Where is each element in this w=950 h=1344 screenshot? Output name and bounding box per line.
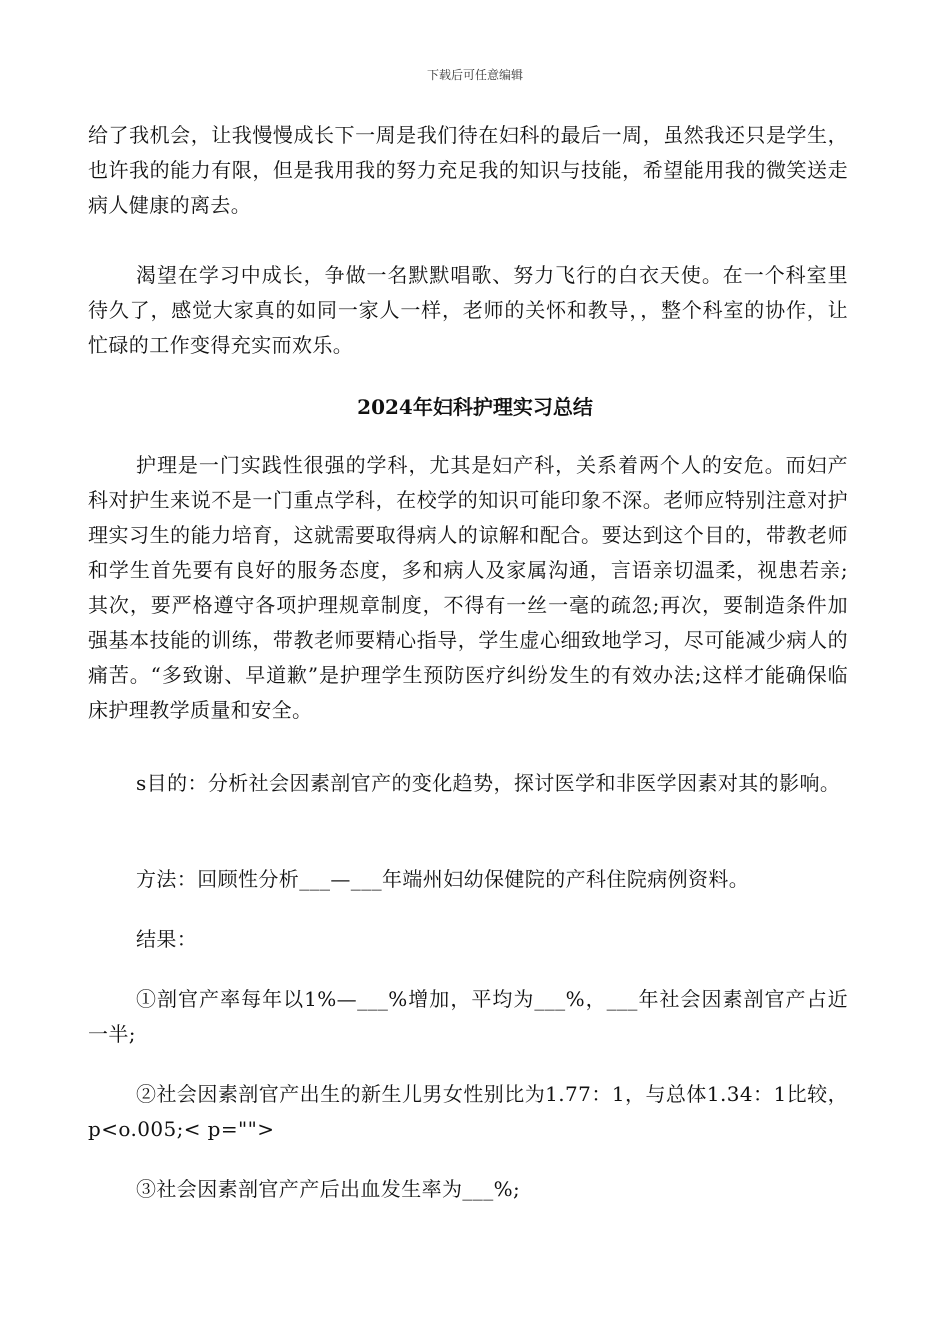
paragraph-5: 方法：回顾性分析___—___年端州妇幼保健院的产科住院病例资料。 xyxy=(136,867,750,891)
paragraph-9: ③社会因素剖官产产后出血发生率为___%; xyxy=(136,1177,521,1201)
paragraph-2: 渴望在学习中成长，争做一名默默唱歌、努力飞行的白衣天使。在一个科室里待久了，感觉大家真的如同一家人一样，老师的关怀和教导，，整个科室的协作，让忙碌的工作变得充实而欢乐。 xyxy=(88,263,848,357)
paragraph-6: 结果： xyxy=(136,927,198,951)
section-title: 2024年妇科护理实习总结 xyxy=(357,395,593,419)
paragraph-4: s目的：分析社会因素剖官产的变化趋势，探讨医学和非医学因素对其的影响。 xyxy=(136,771,841,795)
paragraph-3: 护理是一门实践性很强的学科，尤其是妇产科，关系着两个人的安危。而妇产科对护生来说不是一门重点学科，在校学的知识可能印象不深。老师应特别注意对护理实习生的能力培育，这就需要取得病人的谅解和配合。要达到这个目的，带教老师和学生首先要有良好的服务态度，多和病人及家属沟通，言语亲切温柔，视患若亲;其次，要严格遵守各项护理规章制度，不得有一丝一毫的疏忽;再次，要制造条件加强基本技能的训练，带教老师要精心指导，学生虚心细致地学习，尽可能减少病人的痛苦。“多致谢、早道歉”是护理学生预防医疗纠纷发生的有效办法;这样才能确保临床护理教学质量和安全。 xyxy=(88,453,848,722)
page-header: 下载后可任意编辑 xyxy=(426,68,523,82)
paragraph-8: ②社会因素剖官产出生的新生儿男女性别比为1.77：1，与总体1.34：1比较，p<o.005;< p=""> xyxy=(88,1082,848,1141)
paragraph-1: 给了我机会，让我慢慢成长下一周是我们待在妇科的最后一周，虽然我还只是学生，也许我的能力有限，但是我用我的努力充足我的知识与技能，希望能用我的微笑送走病人健康的离去。 xyxy=(88,123,848,217)
paragraph-7: ①剖官产率每年以1%—___%增加，平均为___%，___年社会因素剖官产占近一半; xyxy=(88,987,848,1046)
